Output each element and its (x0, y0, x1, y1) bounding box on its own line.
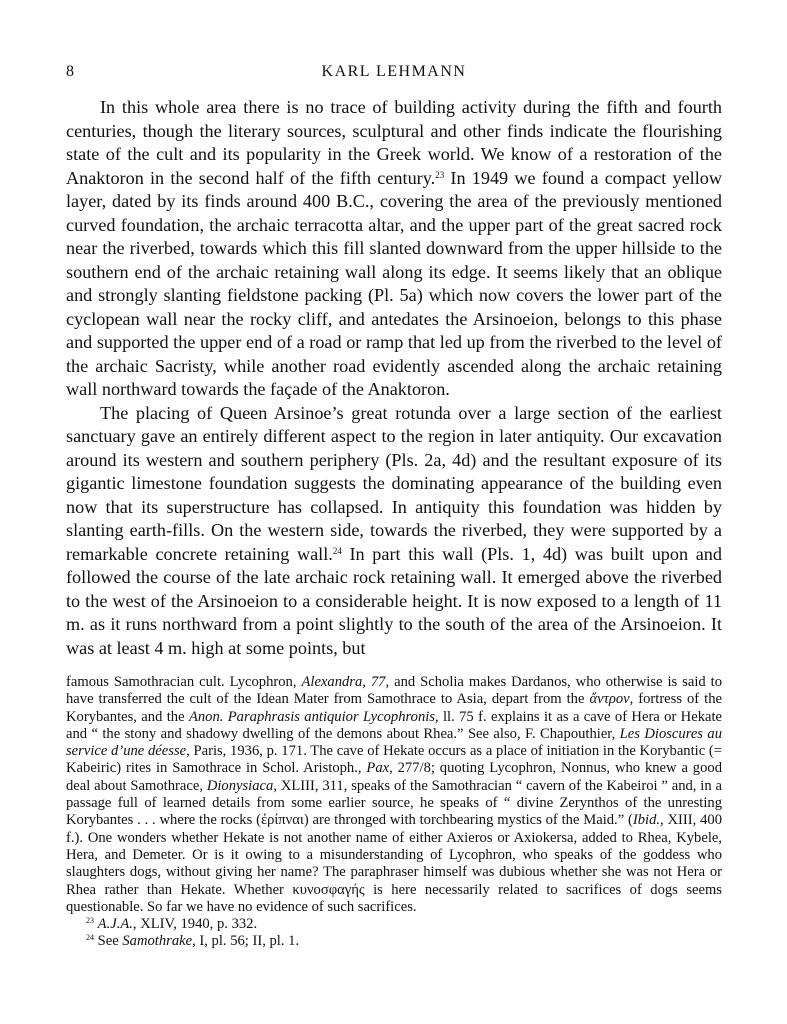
footnotes (66, 674, 722, 951)
footnote-23 (66, 916, 722, 933)
paragraph-1 (66, 96, 722, 402)
paragraph-text: In part this wall (Pls. 1, 4d) was built upon and followed the course of the late archaic rock retaining wall. It emerged above the riverbed to the west of the Arsinoeion to a considerable height. It is now exposed to a length of 11 m. as it runs northward from a point slightly to the south of the area of the Arsinoeion. It was at least 4 m. high at some points, but (66, 543, 722, 658)
footnote-text: , I, pl. 56; II, pl. 1. (192, 933, 300, 950)
citation-title: Dionysiaca (206, 777, 274, 794)
footnote-text: is here necessarily related to sacrifices of dogs seems questionable. So far we have no evidence of such sacrifices. (66, 881, 722, 915)
paragraph-text: , covering the area of the previously mentioned curved foundation, the archaic terracotta altar, and the upper part of the great sacred rock near the riverbed, towards which this fill slanted downward from the upper hillside to the southern end of the archaic retaining wall along its edge. It seems likely that an oblique and strongly slanting fieldstone packing (Pl. 5a) which now covers the lower part of the cyclopean wall near the rocky cliff, and antedates the Arsinoeion, belongs to this phase and supported the upper end of a road or ramp that led up from the riverbed to the level of the archaic Sacristy, while another road evidently ascended along the archaic retaining wall northward towards the façade of the Anaktoron. (66, 191, 722, 399)
footnote-text: See (94, 933, 123, 950)
footnote-text: , Paris, 1936, p. 171. The cave of Hekate occurs as a place of initiation in the Korybantic (= Kabeiric) rites in Samothrace in Schol. Aristoph., (66, 743, 723, 777)
citation-title: Pax (366, 760, 390, 777)
footnote-marker: 24 (86, 933, 94, 943)
paragraph-text: In this whole area there is no trace of building activity during the fifth and fourth centuries, though the literary sources, sculptural and other finds indicate the flourishing state of the cult and its popularity in the Greek world. We know of a restoration of the Anaktoron in the second half of the fifth century. (66, 97, 722, 188)
greek-term: ἄντρον (589, 691, 630, 708)
footnote-text: , XIII, 400 f.). One wonders whether Hekate is not another name of either Axieros or Axiokersa, added to Rhea, Kybele, Hera, and Demeter. Or is it owing to a misunderstanding of Lycophron, who speaks of the goddess who slaughters dogs, without giving her name? The paraphraser himself was dubious whether she was not Hera or Rhea rather than Hekate. Whether (66, 812, 722, 898)
citation-title: Alexandra, 77 (301, 674, 386, 690)
footnote-text: , and Scholia makes Dardanos, who otherwise is said to have transferred the cult of the Idean Mater from Samothrace to Asia, depart from the (66, 674, 722, 708)
citation-title: Ibid. (632, 812, 661, 829)
footnote-text: , fortress of the Korybantes, and the (66, 691, 722, 725)
page-number: 8 (66, 63, 74, 80)
citation-title: A.J.A. (97, 916, 133, 933)
citation-title: Samothrake (122, 933, 193, 950)
greek-term: ἐρίπναι (260, 812, 304, 829)
page-header (66, 60, 722, 84)
main-text (66, 96, 722, 660)
footnote-ref-23: 23 (435, 169, 445, 180)
page (66, 60, 722, 951)
footnote-continuation (66, 674, 722, 916)
citation-title: Les Dioscures au service d’une déesse (66, 725, 722, 760)
paragraph-2 (66, 402, 722, 661)
footnote-text: , 277/8; quoting Lycophron, Nonnus, who knew a good deal about Samothrace, (66, 760, 722, 794)
footnote-text: , XLIII, 311, speaks of the Samothracian “ cavern of the Kabeiroi ” and, in a passage full of learned details from some earlier source, he speaks of “ divine Zerynthos of the unresting Korybantes . . . where the rocks ( (66, 777, 722, 829)
footnote-24 (66, 933, 722, 950)
date-era: B.C. (336, 191, 370, 211)
footnote-text: famous Samothracian cult. Lycophron, (66, 674, 302, 690)
footnote-text: , XLIV, 1940, p. 332. (132, 916, 258, 933)
footnote-text: ) are thronged with torchbearing mystics of the Maid.” ( (303, 812, 633, 829)
greek-term: κυνοσφαγής (292, 881, 365, 898)
running-head: KARL LEHMANN (321, 63, 467, 80)
paragraph-text: In 1949 we found a compact yellow layer, dated by its finds around 400 (66, 167, 723, 211)
paragraph-text: The placing of Queen Arsinoe’s great rotunda over a large section of the earliest sanctuary gave an entirely different aspect to the region in later antiquity. Our excavation around its western and southern periphery (Pls. 2a, 4d) and the resultant exposure of its gigantic limestone foundation suggests the dominating appearance of the building even now that its superstructure has collapsed. In antiquity this foundation was hidden by slanting earth-fills. On the western side, towards the riverbed, they were supported by a remarkable concrete retaining wall. (66, 402, 722, 564)
footnote-text: , ll. 75 f. explains it as a cave of Hera or Hekate and “ the stony and shadowy dwelling of the demons about Rhea.” See also, F. Chapouthier, (66, 708, 722, 742)
footnote-marker: 23 (86, 916, 94, 926)
citation-title: Anon. Paraphrasis antiquior Lycophronis (188, 708, 435, 725)
footnote-ref-24: 24 (332, 545, 342, 556)
